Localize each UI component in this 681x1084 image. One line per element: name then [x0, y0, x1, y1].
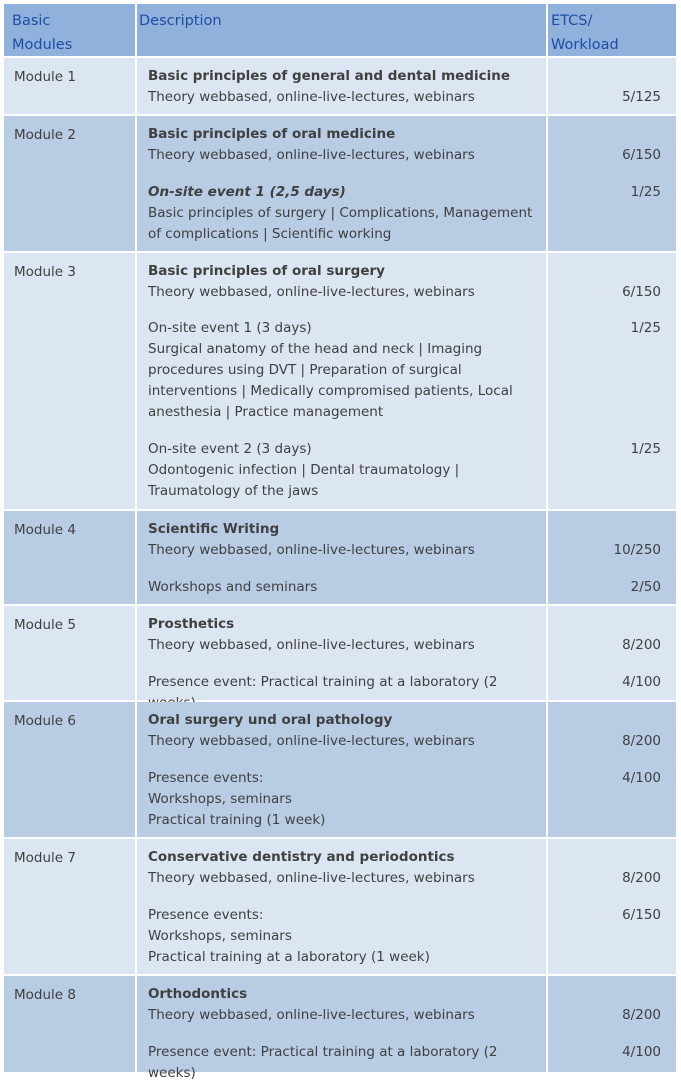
header-basic-modules-line1: Basic	[12, 13, 51, 29]
event-heading: Presence events:	[148, 770, 264, 786]
column-divider	[135, 839, 137, 974]
module-name: Module 8	[14, 987, 76, 1003]
item-text: Theory webbased, online-live-lectures, webinars	[148, 89, 475, 105]
table-row-module-5	[4, 606, 676, 702]
event-heading: On-site event 2 (3 days)	[148, 441, 312, 457]
item-text: Theory webbased, online-live-lectures, webinars	[148, 733, 475, 749]
item-text: Theory webbased, online-live-lectures, webinars	[148, 1007, 475, 1023]
column-divider	[546, 116, 548, 251]
event-block	[148, 318, 536, 423]
module-description	[148, 710, 536, 752]
module-description	[148, 519, 536, 561]
etcs-value: 1/25	[630, 320, 661, 336]
header-basic-modules	[12, 9, 72, 57]
event-heading: On-site event 1 (3 days)	[148, 320, 312, 336]
column-divider	[546, 702, 548, 837]
column-divider	[135, 4, 137, 56]
item-text: Presence event: Practical training at a laboratory (2 weeks)	[148, 1044, 498, 1081]
etcs-value: 6/150	[622, 284, 661, 300]
etcs-value: 8/200	[622, 733, 661, 749]
column-divider	[135, 58, 137, 114]
etcs-value: 8/200	[622, 1007, 661, 1023]
module-name: Module 2	[14, 127, 76, 143]
module-description	[148, 984, 536, 1026]
etcs-value: 4/100	[622, 1044, 661, 1060]
etcs-value: 1/25	[630, 184, 661, 200]
module-title: Basic principles of oral medicine	[148, 126, 396, 142]
table-header	[4, 4, 676, 58]
etcs-value: 1/25	[630, 441, 661, 457]
table-row-module-7	[4, 839, 676, 976]
column-divider	[546, 976, 548, 1072]
module-description	[148, 614, 536, 656]
module-title: Oral surgery und oral pathology	[148, 712, 393, 728]
module-name: Module 3	[14, 264, 76, 280]
item-text: Theory webbased, online-live-lectures, webinars	[148, 870, 475, 886]
event-text: Practical training at a laboratory (1 week)	[148, 949, 430, 965]
item-text: Theory webbased, online-live-lectures, webinars	[148, 147, 475, 163]
event-block	[148, 768, 536, 831]
table-row-module-1	[4, 58, 676, 116]
module-description	[148, 66, 536, 108]
module-title: Prosthetics	[148, 616, 235, 632]
item-text: Theory webbased, online-live-lectures, webinars	[148, 542, 475, 558]
item-text: Presence event: Practical training at a laboratory (2	[148, 674, 498, 690]
table-row-module-4	[4, 511, 676, 606]
column-divider	[546, 511, 548, 604]
etcs-value: 6/150	[622, 147, 661, 163]
etcs-value: 4/100	[622, 770, 661, 786]
header-etcs-line1: ETCS/	[551, 13, 593, 29]
header-description	[139, 9, 222, 33]
header-description-label: Description	[139, 13, 222, 29]
event-text: Odontogenic infection | Dental traumatology | Traumatology of the jaws	[148, 462, 460, 499]
event-heading: Presence events:	[148, 907, 264, 923]
column-divider	[135, 976, 137, 1072]
column-divider	[135, 606, 137, 700]
column-divider	[135, 253, 137, 509]
etcs-value: 4/100	[622, 674, 661, 690]
module-description	[148, 261, 536, 303]
etcs-value: 6/150	[622, 907, 661, 923]
event-text: Workshops, seminars	[148, 928, 292, 944]
column-divider	[546, 4, 548, 56]
table-row-module-8	[4, 976, 676, 1081]
header-basic-modules-line2: Modules	[12, 37, 73, 53]
column-divider	[135, 702, 137, 837]
column-divider	[546, 58, 548, 114]
module-name: Module 5	[14, 617, 76, 633]
column-divider	[135, 511, 137, 604]
etcs-value: 10/250	[613, 542, 661, 558]
event-block	[148, 905, 536, 968]
module-name: Module 6	[14, 713, 76, 729]
modules-table	[4, 4, 676, 1081]
header-etcs-workload	[551, 9, 619, 57]
table-row-module-2	[4, 116, 676, 253]
module-description	[148, 847, 536, 889]
event-text: Workshops, seminars	[148, 791, 292, 807]
etcs-value: 8/200	[622, 870, 661, 886]
etcs-value: 5/125	[622, 89, 661, 105]
module-name: Module 7	[14, 850, 76, 866]
column-divider	[546, 606, 548, 700]
module-title: Conservative dentistry and periodontics	[148, 849, 455, 865]
etcs-value: 2/50	[630, 579, 661, 595]
item-text: Theory webbased, online-live-lectures, webinars	[148, 284, 475, 300]
module-name: Module 1	[14, 69, 76, 85]
module-name: Module 4	[14, 522, 76, 538]
event-heading: On-site event 1 (2,5 days)	[148, 184, 346, 200]
module-title: Orthodontics	[148, 986, 248, 1002]
module-title: Basic principles of general and dental medicine	[148, 68, 510, 84]
module-title: Scientific Writing	[148, 521, 280, 537]
item-text: Workshops and seminars	[148, 579, 318, 595]
event-text: Practical training (1 week)	[148, 812, 326, 828]
module-title: Basic principles of oral surgery	[148, 263, 385, 279]
event-text: Basic principles of surgery | Complications, Management of complications | Scientific working	[148, 205, 533, 242]
table-row-module-3	[4, 253, 676, 511]
event-block	[148, 439, 536, 502]
item-text: Theory webbased, online-live-lectures, webinars	[148, 637, 475, 653]
column-divider	[546, 253, 548, 509]
module-description	[148, 124, 536, 166]
event-block	[148, 182, 536, 245]
etcs-value: 8/200	[622, 637, 661, 653]
column-divider	[546, 839, 548, 974]
table-row-module-6	[4, 702, 676, 839]
column-divider	[135, 116, 137, 251]
event-text: Surgical anatomy of the head and neck | Imaging procedures using DVT | Preparation of surgical interventions | Medically compromised patients, Local anesthesia | Practice management	[148, 341, 513, 420]
header-etcs-line2: Workload	[551, 37, 619, 53]
